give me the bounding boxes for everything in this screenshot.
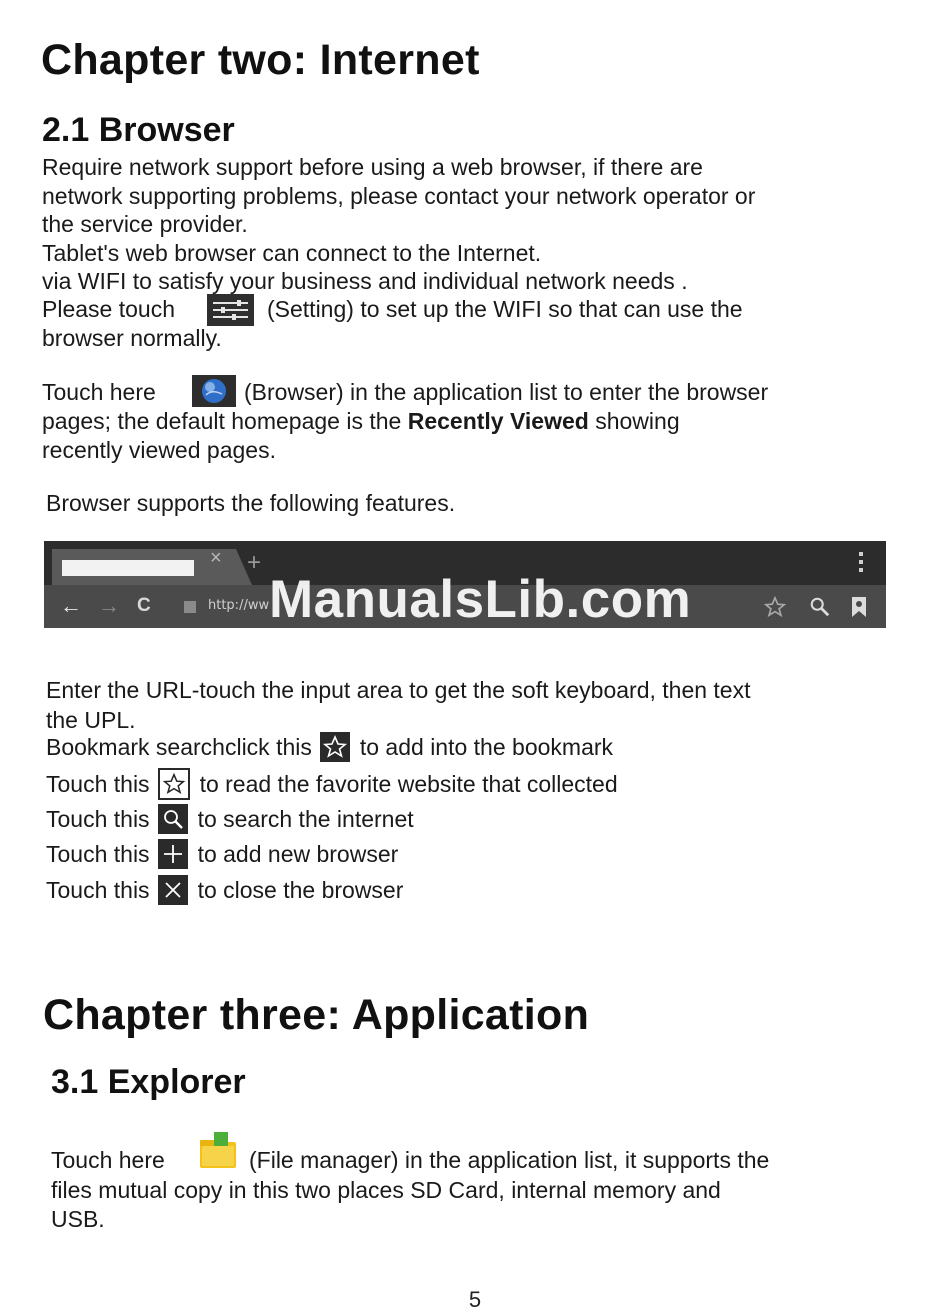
forward-icon[interactable]: → [98,593,120,618]
touch-this-label: Touch this [46,806,150,832]
search-icon [158,804,188,834]
touch-this-label: Touch this [46,877,150,903]
setting-instruction-post: (Setting) to set up the WIFI so that can use the [267,296,743,322]
url-line: the UPL. [46,707,136,733]
browser-tab[interactable] [52,549,252,585]
features-intro: Browser supports the following features. [46,490,456,516]
url-line: Enter the URL-touch the input area to get the soft keyboard, then text [46,677,751,703]
intro-line: Require network support before using a web browser, if there are [42,154,703,180]
list-item [46,837,398,871]
intro-line: via WIFI to satisfy your business and individual network needs . [42,268,688,295]
site-favicon-icon [184,601,196,613]
chapter-two-title: Chapter two: Internet [41,36,480,84]
touch-this-label: Touch this [46,841,150,867]
bookmark-pre: Bookmark searchclick this [46,734,312,760]
browser-instruction-line3: recently viewed pages. [42,437,276,463]
toolbar-search-icon[interactable] [809,596,831,618]
favorite-star-icon [158,768,190,800]
bookmarks-icon[interactable] [850,596,868,618]
close-icon [158,875,188,905]
new-tab-icon[interactable]: + [247,549,262,576]
setting-instruction-cont: browser normally. [42,325,222,351]
chapter-three-title: Chapter three: Application [43,991,590,1039]
bookmark-post: to add into the bookmark [359,734,614,760]
intro-line: the service provider. [42,211,248,238]
tab-close-icon[interactable]: × [210,547,222,569]
folder-icon [198,1130,238,1170]
browser-instruction-pre: Touch here [42,379,156,405]
setting-instruction-pre: Please touch [42,296,175,322]
explorer-post: (File manager) in the application list, it supports the [249,1147,770,1173]
list-item [46,767,618,801]
close-post: to close the browser [197,877,404,903]
section-browser-title: 2.1 Browser [42,111,235,149]
bookmark-star-icon[interactable] [764,596,786,618]
touch-this-label: Touch this [46,771,150,797]
intro-line: network supporting problems, please contact your network operator or [42,182,756,209]
recently-viewed-label: Recently Viewed [407,408,589,434]
browser-line2-post: showing [595,408,680,434]
page-number: 5 [468,1287,482,1312]
reload-icon[interactable]: C [137,595,151,616]
browser-line2-pre: pages; the default homepage is the [42,408,402,434]
browser-intro [42,153,755,296]
star-icon [320,732,350,762]
overflow-menu-icon[interactable] [858,551,864,573]
feature-list [46,730,906,910]
watermark-text: ManualsLib.com [269,570,692,629]
browser-instruction-post: (Browser) in the application list to enter the browser [244,379,769,405]
globe-icon [192,375,236,407]
explorer-pre: Touch here [51,1147,165,1173]
favorite-post: to read the favorite website that collected [199,771,618,797]
setting-instruction [42,295,175,324]
explorer-line3: USB. [51,1206,105,1232]
list-item [46,802,414,836]
section-explorer-title: 3.1 Explorer [51,1063,246,1101]
search-post: to search the internet [197,806,414,832]
list-item [46,730,613,764]
list-item [46,873,403,907]
intro-line: Tablet's web browser can connect to the Internet. [42,239,542,266]
tab-title-placeholder [62,560,194,576]
browser-toolbar-screenshot [44,541,886,628]
explorer-line2: files mutual copy in this two places SD Card, internal memory and [51,1177,721,1203]
browser-instruction-line2 [42,407,680,436]
setting-icon [207,294,254,326]
back-icon[interactable]: ← [60,593,82,618]
plus-icon [158,839,188,869]
add-post: to add new browser [197,841,399,867]
url-explanation [46,675,751,735]
url-input[interactable]: http://ww [208,598,270,613]
